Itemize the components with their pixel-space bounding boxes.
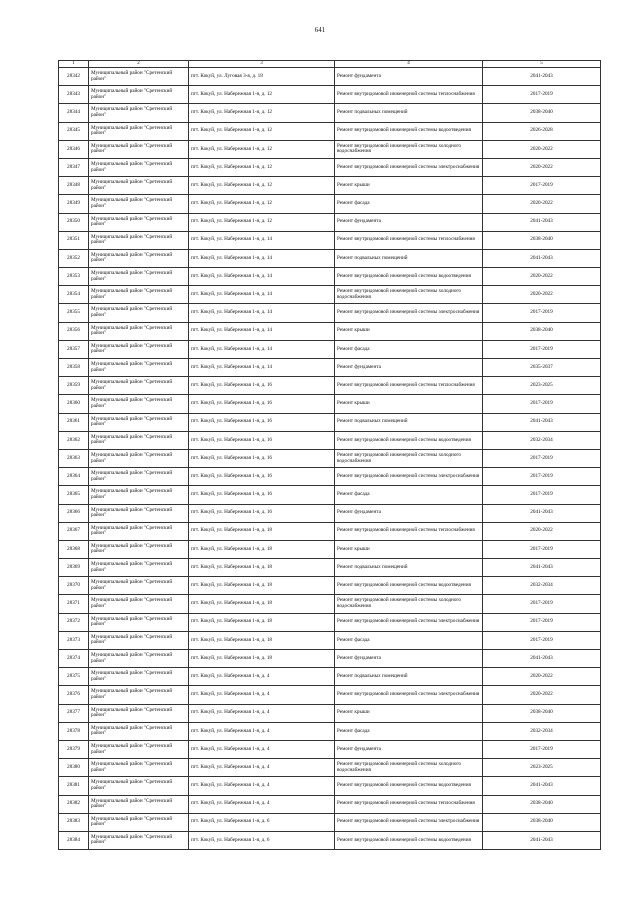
table-row [59,613,601,631]
work-type-cell: Ремонт внутридомовой инженерной системы холодного водоснабжения [335,449,483,467]
municipality-cell: Муниципальный район "Сретенский район" [89,631,189,649]
address-cell: пгт. Кокуй, ул. Набережная 1-я, д. 12 [189,86,335,104]
table-row [59,777,601,795]
table-row [59,413,601,431]
row-number-cell: 28353 [59,268,89,286]
work-type-cell: Ремонт фундамента [335,213,483,231]
period-cell: 2017-2019 [483,449,601,467]
period-cell: 2038-2040 [483,704,601,722]
municipality-cell: Муниципальный район "Сретенский район" [89,813,189,831]
table-row [59,377,601,395]
municipality-cell: Муниципальный район "Сретенский район" [89,213,189,231]
period-cell: 2035-2037 [483,359,601,377]
municipality-cell: Муниципальный район "Сретенский район" [89,395,189,413]
table-row [59,322,601,340]
address-cell: пгт. Кокуй, ул. Набережная 1-я, д. 16 [189,449,335,467]
table-row [59,158,601,176]
address-cell: пгт. Кокуй, ул. Набережная 1-я, д. 12 [189,177,335,195]
address-cell: пгт. Кокуй, ул. Набережная 1-я, д. 18 [189,540,335,558]
municipality-cell: Муниципальный район "Сретенский район" [89,831,189,849]
period-cell: 2017-2019 [483,468,601,486]
address-cell: пгт. Кокуй, ул. Набережная 1-я, д. 14 [189,231,335,249]
municipality-cell: Муниципальный район "Сретенский район" [89,613,189,631]
table-body [59,68,601,850]
period-cell: 2017-2019 [483,486,601,504]
municipality-cell: Муниципальный район "Сретенский район" [89,540,189,558]
work-type-cell: Ремонт внутридомовой инженерной системы водоотведения [335,577,483,595]
address-cell: пгт. Кокуй, ул. Набережная 1-я, д. 16 [189,377,335,395]
table-row [59,704,601,722]
table-row [59,304,601,322]
row-number-cell: 28362 [59,431,89,449]
row-number-cell: 28342 [59,68,89,86]
address-cell: пгт. Кокуй, ул. Набережная 1-я, д. 4 [189,740,335,758]
table-row [59,395,601,413]
table-row [59,668,601,686]
address-cell: пгт. Кокуй, ул. Набережная 1-я, д. 18 [189,577,335,595]
row-number-cell: 28355 [59,304,89,322]
table-row [59,122,601,140]
period-cell: 2041-2043 [483,831,601,849]
address-cell: пгт. Кокуй, ул. Набережная 1-я, д. 14 [189,322,335,340]
work-type-cell: Ремонт внутридомовой инженерной системы электроснабжения [335,304,483,322]
municipality-cell: Муниципальный район "Сретенский район" [89,86,189,104]
row-number-cell: 28378 [59,722,89,740]
work-type-cell: Ремонт внутридомовой инженерной системы теплоснабжения [335,377,483,395]
table-row [59,559,601,577]
period-cell: 2041-2043 [483,650,601,668]
table-row [59,104,601,122]
row-number-cell: 28372 [59,613,89,631]
work-type-cell: Ремонт внутридомовой инженерной системы электроснабжения [335,613,483,631]
work-type-cell: Ремонт внутридомовой инженерной системы электроснабжения [335,158,483,176]
municipality-cell: Муниципальный район "Сретенский район" [89,340,189,358]
row-number-cell: 28368 [59,540,89,558]
address-cell: пгт. Кокуй, ул. Набережная 1-я, д. 4 [189,777,335,795]
work-type-cell: Ремонт внутридомовой инженерной системы водоотведения [335,122,483,140]
address-cell: пгт. Кокуй, ул. Набережная 1-я, д. 4 [189,795,335,813]
row-number-cell: 28379 [59,740,89,758]
period-cell: 2017-2019 [483,86,601,104]
municipality-cell: Муниципальный район "Сретенский район" [89,158,189,176]
period-cell: 2017-2019 [483,340,601,358]
address-cell: пгт. Кокуй, ул. Набережная 1-я, д. 18 [189,613,335,631]
address-cell: пгт. Кокуй, ул. Набережная 1-я, д. 14 [189,359,335,377]
address-cell: пгт. Кокуй, ул. Набережная 1-я, д. 16 [189,468,335,486]
period-cell: 2038-2040 [483,231,601,249]
period-cell: 2041-2043 [483,413,601,431]
municipality-cell: Муниципальный район "Сретенский район" [89,650,189,668]
work-type-cell: Ремонт внутридомовой инженерной системы теплоснабжения [335,795,483,813]
address-cell: пгт. Кокуй, ул. Набережная 1-я, д. 18 [189,650,335,668]
header-col-2: 2 [89,61,189,68]
period-cell: 2020-2022 [483,286,601,304]
municipality-cell: Муниципальный район "Сретенский район" [89,668,189,686]
table-row [59,449,601,467]
row-number-cell: 28360 [59,395,89,413]
address-cell: пгт. Кокуй, ул. Набережная 1-я, д. 6 [189,813,335,831]
municipality-cell: Муниципальный район "Сретенский район" [89,740,189,758]
table-row [59,522,601,540]
address-cell: пгт. Кокуй, ул. Набережная 1-я, д. 4 [189,668,335,686]
municipality-cell: Муниципальный район "Сретенский район" [89,504,189,522]
period-cell: 2017-2019 [483,595,601,613]
address-cell: пгт. Кокуй, ул. Набережная 1-я, д. 12 [189,213,335,231]
period-cell: 2017-2019 [483,740,601,758]
municipality-cell: Муниципальный район "Сретенский район" [89,286,189,304]
table-row [59,831,601,849]
municipality-cell: Муниципальный район "Сретенский район" [89,104,189,122]
table-row [59,759,601,777]
row-number-cell: 28358 [59,359,89,377]
address-cell: пгт. Кокуй, ул. Набережная 1-я, д. 4 [189,704,335,722]
period-cell: 2020-2022 [483,522,601,540]
table-row [59,595,601,613]
work-type-cell: Ремонт фундамента [335,650,483,668]
work-type-cell: Ремонт внутридомовой инженерной системы теплоснабжения [335,522,483,540]
row-number-cell: 28383 [59,813,89,831]
period-cell: 2032-2034 [483,431,601,449]
municipality-cell: Муниципальный район "Сретенский район" [89,522,189,540]
address-cell: пгт. Кокуй, ул. Набережная 1-я, д. 14 [189,286,335,304]
table-row [59,504,601,522]
work-type-cell: Ремонт фасада [335,631,483,649]
row-number-cell: 28356 [59,322,89,340]
period-cell: 2020-2022 [483,268,601,286]
row-number-cell: 28343 [59,86,89,104]
table-row [59,577,601,595]
row-number-cell: 28354 [59,286,89,304]
municipality-cell: Муниципальный район "Сретенский район" [89,704,189,722]
work-type-cell: Ремонт подвальных помещений [335,668,483,686]
work-type-cell: Ремонт фундамента [335,504,483,522]
row-number-cell: 28380 [59,759,89,777]
work-type-cell: Ремонт внутридомовой инженерной системы водоотведения [335,431,483,449]
registry-table [58,60,601,850]
address-cell: пгт. Кокуй, ул. Набережная 1-я, д. 18 [189,595,335,613]
work-type-cell: Ремонт крыши [335,395,483,413]
period-cell: 2020-2022 [483,668,601,686]
municipality-cell: Муниципальный район "Сретенский район" [89,195,189,213]
period-cell: 2020-2022 [483,686,601,704]
row-number-cell: 28366 [59,504,89,522]
header-col-3: 3 [189,61,335,68]
table-row [59,231,601,249]
municipality-cell: Муниципальный район "Сретенский район" [89,322,189,340]
address-cell: пгт. Кокуй, ул. Набережная 1-я, д. 14 [189,340,335,358]
row-number-cell: 28369 [59,559,89,577]
table-row [59,286,601,304]
row-number-cell: 28364 [59,468,89,486]
period-cell: 2041-2043 [483,68,601,86]
row-number-cell: 28345 [59,122,89,140]
municipality-cell: Муниципальный район "Сретенский район" [89,177,189,195]
address-cell: пгт. Кокуй, ул. Набережная 1-я, д. 12 [189,195,335,213]
period-cell: 2017-2019 [483,540,601,558]
table-row [59,340,601,358]
work-type-cell: Ремонт внутридомовой инженерной системы холодного водоснабжения [335,286,483,304]
address-cell: пгт. Кокуй, ул. Набережная 1-я, д. 18 [189,631,335,649]
row-number-cell: 28373 [59,631,89,649]
row-number-cell: 28376 [59,686,89,704]
address-cell: пгт. Кокуй, ул. Набережная 1-я, д. 4 [189,759,335,777]
municipality-cell: Муниципальный район "Сретенский район" [89,577,189,595]
row-number-cell: 28374 [59,650,89,668]
table-row [59,268,601,286]
header-col-4: 4 [335,61,483,68]
work-type-cell: Ремонт подвальных помещений [335,104,483,122]
address-cell: пгт. Кокуй, ул. Набережная 1-я, д. 14 [189,304,335,322]
row-number-cell: 28350 [59,213,89,231]
work-type-cell: Ремонт фундамента [335,68,483,86]
address-cell: пгт. Кокуй, ул. Набережная 1-я, д. 18 [189,559,335,577]
table-row [59,486,601,504]
address-cell: пгт. Кокуй, ул. Набережная 1-я, д. 16 [189,413,335,431]
municipality-cell: Муниципальный район "Сретенский район" [89,449,189,467]
work-type-cell: Ремонт крыши [335,704,483,722]
period-cell: 2017-2019 [483,631,601,649]
municipality-cell: Муниципальный район "Сретенский район" [89,777,189,795]
work-type-cell: Ремонт внутридомовой инженерной системы водоотведения [335,777,483,795]
municipality-cell: Муниципальный район "Сретенский район" [89,722,189,740]
address-cell: пгт. Кокуй, ул. Набережная 1-я, д. 12 [189,122,335,140]
period-cell: 2032-2034 [483,577,601,595]
table-row [59,813,601,831]
period-cell: 2041-2043 [483,249,601,267]
period-cell: 2017-2019 [483,304,601,322]
municipality-cell: Муниципальный район "Сретенский район" [89,268,189,286]
row-number-cell: 28361 [59,413,89,431]
municipality-cell: Муниципальный район "Сретенский район" [89,304,189,322]
municipality-cell: Муниципальный район "Сретенский район" [89,795,189,813]
table-row [59,468,601,486]
table-row [59,249,601,267]
municipality-cell: Муниципальный район "Сретенский район" [89,413,189,431]
table-row [59,631,601,649]
work-type-cell: Ремонт внутридомовой инженерной системы холодного водоснабжения [335,595,483,613]
table-row [59,195,601,213]
period-cell: 2038-2040 [483,322,601,340]
table-row [59,650,601,668]
municipality-cell: Муниципальный район "Сретенский район" [89,759,189,777]
period-cell: 2023-2025 [483,759,601,777]
row-number-cell: 28363 [59,449,89,467]
row-number-cell: 28347 [59,158,89,176]
period-cell: 2017-2019 [483,613,601,631]
municipality-cell: Муниципальный район "Сретенский район" [89,249,189,267]
work-type-cell: Ремонт подвальных помещений [335,413,483,431]
row-number-cell: 28377 [59,704,89,722]
work-type-cell: Ремонт фасада [335,486,483,504]
work-type-cell: Ремонт фасада [335,722,483,740]
period-cell: 2023-2025 [483,377,601,395]
table-row [59,68,601,86]
work-type-cell: Ремонт фундамента [335,740,483,758]
header-col-5: 5 [483,61,601,68]
row-number-cell: 28352 [59,249,89,267]
work-type-cell: Ремонт крыши [335,540,483,558]
work-type-cell: Ремонт внутридомовой инженерной системы холодного водоснабжения [335,759,483,777]
period-cell: 2017-2019 [483,177,601,195]
table-row [59,86,601,104]
work-type-cell: Ремонт подвальных помещений [335,559,483,577]
table-row [59,177,601,195]
period-cell: 2038-2040 [483,795,601,813]
table-row [59,795,601,813]
work-type-cell: Ремонт крыши [335,322,483,340]
page-number: 641 [314,26,326,34]
address-cell: пгт. Кокуй, ул. Набережная 1-я, д. 16 [189,486,335,504]
work-type-cell: Ремонт внутридомовой инженерной системы теплоснабжения [335,86,483,104]
work-type-cell: Ремонт фундамента [335,359,483,377]
row-number-cell: 28384 [59,831,89,849]
row-number-cell: 28382 [59,795,89,813]
address-cell: пгт. Кокуй, ул. Набережная 1-я, д. 14 [189,268,335,286]
period-cell: 2041-2043 [483,213,601,231]
row-number-cell: 28365 [59,486,89,504]
municipality-cell: Муниципальный район "Сретенский район" [89,559,189,577]
address-cell: пгт. Кокуй, ул. Набережная 1-я, д. 16 [189,431,335,449]
row-number-cell: 28351 [59,231,89,249]
table-row [59,140,601,158]
work-type-cell: Ремонт подвальных помещений [335,249,483,267]
period-cell: 2041-2043 [483,559,601,577]
table-row [59,431,601,449]
header-row [59,61,601,68]
work-type-cell: Ремонт внутридомовой инженерной системы электроснабжения [335,686,483,704]
table-row [59,740,601,758]
table-row [59,540,601,558]
row-number-cell: 28346 [59,140,89,158]
municipality-cell: Муниципальный район "Сретенский район" [89,231,189,249]
period-cell: 2020-2022 [483,195,601,213]
municipality-cell: Муниципальный район "Сретенский район" [89,377,189,395]
row-number-cell: 28348 [59,177,89,195]
address-cell: пгт. Кокуй, ул. Набережная 1-я, д. 12 [189,158,335,176]
municipality-cell: Муниципальный район "Сретенский район" [89,431,189,449]
address-cell: пгт. Кокуй, ул. Набережная 1-я, д. 16 [189,504,335,522]
municipality-cell: Муниципальный район "Сретенский район" [89,122,189,140]
row-number-cell: 28370 [59,577,89,595]
table-row [59,686,601,704]
table-row [59,722,601,740]
table-row [59,359,601,377]
table-header [59,61,601,68]
work-type-cell: Ремонт внутридомовой инженерной системы холодного водоснабжения [335,140,483,158]
municipality-cell: Муниципальный район "Сретенский район" [89,595,189,613]
municipality-cell: Муниципальный район "Сретенский район" [89,140,189,158]
row-number-cell: 28375 [59,668,89,686]
header-col-1: 1 [59,61,89,68]
row-number-cell: 28371 [59,595,89,613]
municipality-cell: Муниципальный район "Сретенский район" [89,686,189,704]
period-cell: 2038-2040 [483,813,601,831]
row-number-cell: 28359 [59,377,89,395]
address-cell: пгт. Кокуй, ул. Набережная 1-я, д. 6 [189,831,335,849]
address-cell: пгт. Кокуй, ул. Набережная 1-я, д. 14 [189,249,335,267]
address-cell: пгт. Кокуй, ул. Набережная 1-я, д. 12 [189,140,335,158]
period-cell: 2041-2043 [483,504,601,522]
municipality-cell: Муниципальный район "Сретенский район" [89,359,189,377]
address-cell: пгт. Кокуй, ул. Набережная 1-я, д. 12 [189,104,335,122]
period-cell: 2041-2043 [483,777,601,795]
work-type-cell: Ремонт внутридомовой инженерной системы электроснабжения [335,468,483,486]
work-type-cell: Ремонт внутридомовой инженерной системы электроснабжения [335,813,483,831]
row-number-cell: 28367 [59,522,89,540]
address-cell: пгт. Кокуй, ул. Набережная 1-я, д. 4 [189,722,335,740]
address-cell: пгт. Кокуй, ул. Набережная 1-я, д. 18 [189,522,335,540]
work-type-cell: Ремонт крыши [335,177,483,195]
work-type-cell: Ремонт внутридомовой инженерной системы теплоснабжения [335,231,483,249]
row-number-cell: 28349 [59,195,89,213]
work-type-cell: Ремонт внутридомовой инженерной системы водоотведения [335,268,483,286]
address-cell: пгт. Кокуй, ул. Набережная 1-я, д. 16 [189,395,335,413]
work-type-cell: Ремонт фасада [335,195,483,213]
row-number-cell: 28381 [59,777,89,795]
period-cell: 2017-2019 [483,395,601,413]
work-type-cell: Ремонт фасада [335,340,483,358]
work-type-cell: Ремонт внутридомовой инженерной системы водоотведения [335,831,483,849]
period-cell: 2020-2022 [483,140,601,158]
municipality-cell: Муниципальный район "Сретенский район" [89,468,189,486]
address-cell: пгт. Кокуй, ул. Луговая 3-я, д. 18 [189,68,335,86]
period-cell: 2020-2022 [483,158,601,176]
period-cell: 2038-2040 [483,104,601,122]
period-cell: 2026-2028 [483,122,601,140]
table-row [59,213,601,231]
municipality-cell: Муниципальный район "Сретенский район" [89,68,189,86]
period-cell: 2032-2034 [483,722,601,740]
address-cell: пгт. Кокуй, ул. Набережная 1-я, д. 4 [189,686,335,704]
municipality-cell: Муниципальный район "Сретенский район" [89,486,189,504]
row-number-cell: 28357 [59,340,89,358]
row-number-cell: 28344 [59,104,89,122]
